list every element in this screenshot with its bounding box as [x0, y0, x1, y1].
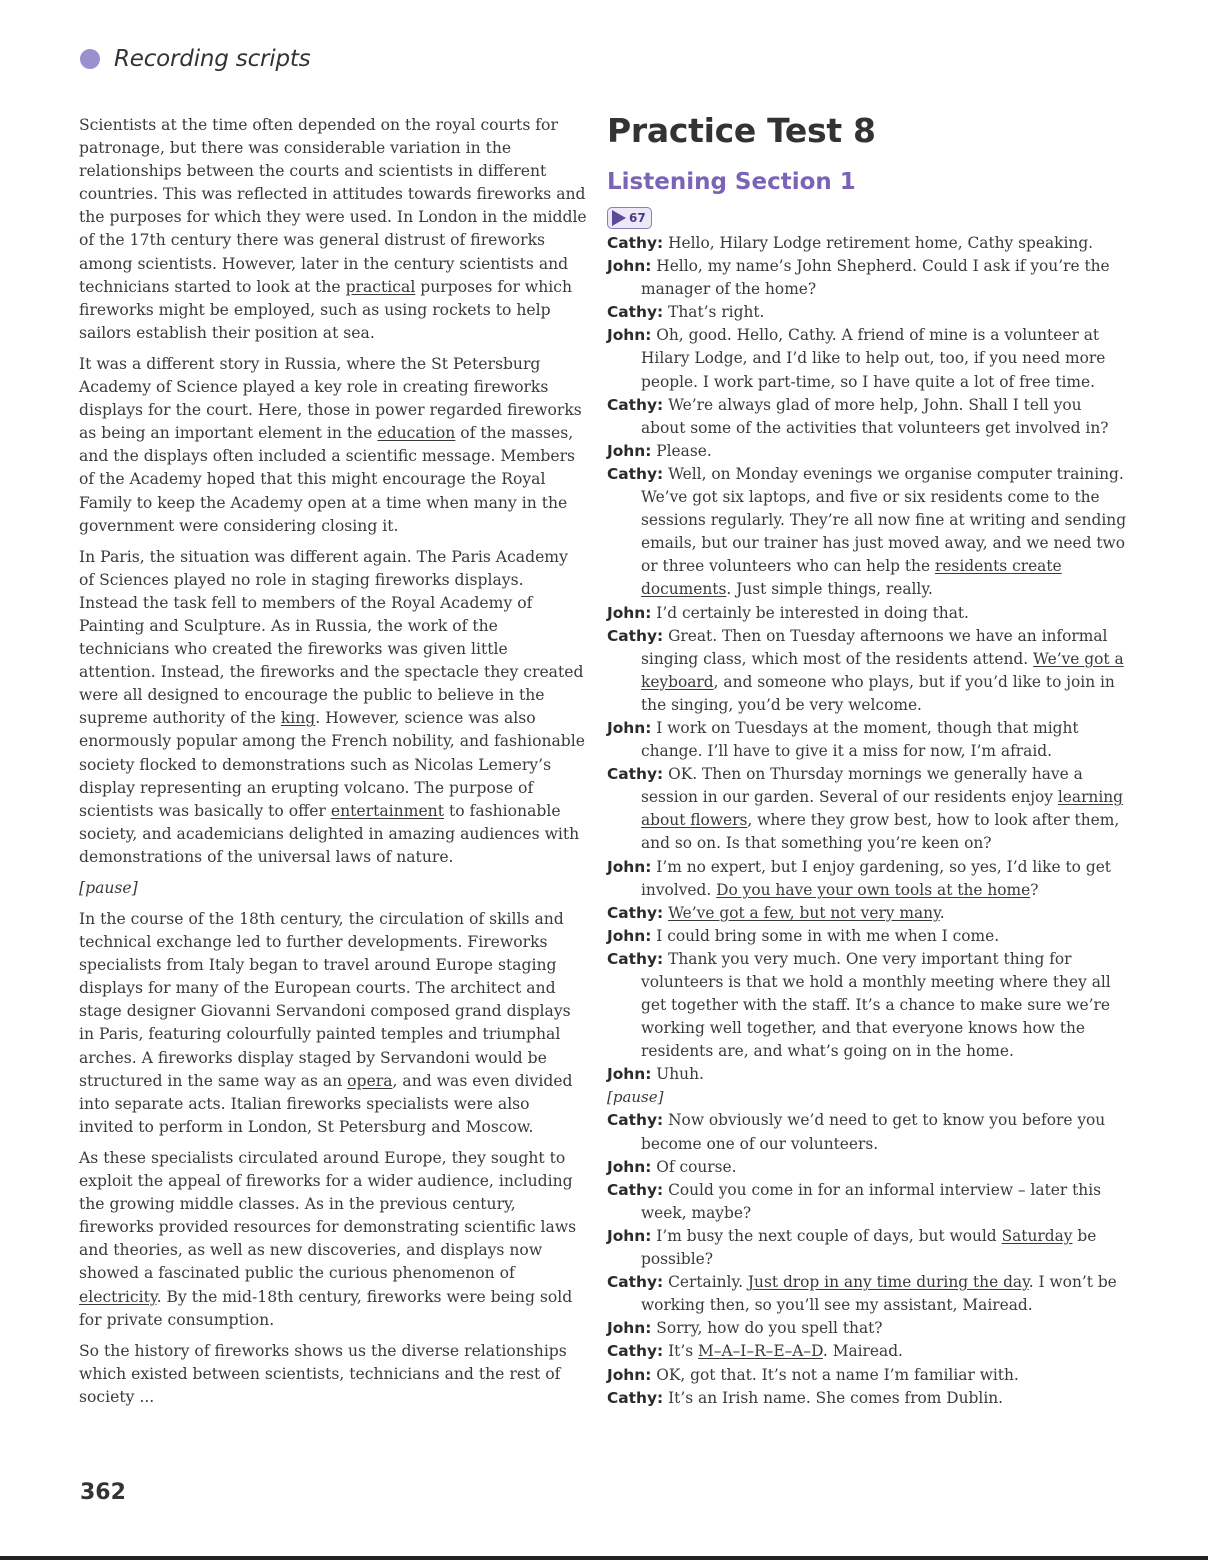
line-text: . Mairead. [822, 1342, 903, 1361]
line-text: Now obviously we’d need to get to know you before you become one of our volunteers. [641, 1111, 1106, 1153]
dialogue-line [607, 717, 1127, 763]
line-text: Uhuh. [656, 1065, 704, 1084]
dialogue-line [607, 856, 1127, 902]
speaker-name: John: [607, 1365, 652, 1384]
line-text: Sorry, how do you spell that? [656, 1319, 883, 1338]
speaker-name: Cathy: [607, 234, 664, 252]
speaker-name: Cathy: [607, 303, 664, 322]
answer-phrase: Saturday [1001, 1226, 1073, 1245]
speaker-name: Cathy: [607, 765, 664, 784]
line-text: Of course. [656, 1157, 737, 1176]
answer-phrase: learning about flowers [641, 788, 1124, 830]
speaker-name: John: [607, 1065, 652, 1084]
line-text: Certainly. [668, 1273, 748, 1292]
answer-word: king [280, 709, 316, 728]
line-text: OK, got that. It’s not a name I’m familiar with. [656, 1365, 1019, 1384]
paragraph: As these specialists circulated around Europe, they sought to exploit the appeal of fireworks for a wider audience, including the growing middle classes. As in the previous century, fireworks provided resources for demonstrating scientific laws and theories, as well as new discoveries, and displays now showed a fascinated public the curious phenomenon of electricity. By the mid-18th century, fireworks were being sold for private consumption. [79, 1148, 577, 1329]
dialogue-line [607, 1063, 1127, 1086]
line-text: ? [1030, 880, 1039, 899]
dialogue-line [607, 763, 1127, 855]
dialogue [607, 232, 1127, 1410]
line-text: , where they grow best, how to look after them, and so on. Is that something you’re keen on? [641, 811, 1120, 853]
dialogue-line [607, 463, 1127, 602]
page-number: 362 [80, 1480, 126, 1505]
dialogue-line [607, 602, 1127, 625]
speaker-name: Cathy: [607, 626, 664, 645]
line-text: It’s [668, 1342, 699, 1361]
speaker-name: John: [607, 718, 652, 737]
line-text: I could bring some in with me when I come. [656, 926, 1000, 945]
speaker-name: Cathy: [607, 1388, 664, 1407]
answer-word: electricity [79, 1287, 157, 1306]
line-text: I’m busy the next couple of days, but would [656, 1226, 1002, 1245]
line-text: be possible? [641, 1226, 1097, 1269]
speaker-name: Cathy: [607, 464, 664, 483]
speaker-name: John: [607, 441, 652, 460]
dialogue-line [607, 324, 1127, 393]
answer-phrase: Do you have your own tools at the home [716, 880, 1031, 899]
line-text: . Just simple things, really. [726, 580, 933, 599]
speaker-name: John: [607, 257, 652, 276]
speaker-name: Cathy: [607, 1273, 664, 1292]
line-text: Well, on Monday evenings we organise computer training. We’ve got six laptops, and five or six residents come to the sessions regularly. They’re all now fine at writing and sending emails, but our trainer has just moved away, and we need two or three volunteers who can help the [641, 464, 1127, 576]
line-text: Could you come in for an informal interview – later this week, maybe? [641, 1180, 1102, 1222]
bottom-border [0, 1556, 1208, 1560]
line-text: Hello, my name’s John Shepherd. Could I ask if you’re the manager of the home? [641, 257, 1110, 299]
line-text: Oh, good. Hello, Cathy. A friend of mine is a volunteer at Hilary Lodge, and I’d like to help out, too, if you need more people. I work part-time, so I have quite a lot of free time. [641, 326, 1106, 391]
line-text: Thank you very much. One very important thing for volunteers is that we hold a monthly meeting where they all get together with the staff. It’s a chance to make sure we’re working well together, and that everyone knows how the residents are, and what’s going on in the home. [641, 949, 1111, 1061]
page-header [80, 46, 310, 72]
bullet-dot-icon [80, 49, 100, 69]
line-text: I work on Tuesdays at the moment, though that might change. I’ll have to give it a miss for now, I’m afraid. [641, 718, 1079, 761]
test-title: Practice Test 8 [607, 111, 876, 150]
dialogue-line [607, 1340, 1127, 1363]
speaker-name: John: [607, 926, 652, 945]
speaker-name: Cathy: [607, 949, 664, 968]
speaker-name: John: [607, 326, 652, 345]
answer-word: entertainment [330, 801, 444, 820]
answer-word: practical [345, 277, 416, 296]
speaker-name: John: [607, 857, 652, 876]
dialogue-line [607, 625, 1127, 717]
line-text: I’d certainly be interested in doing that. [656, 603, 969, 622]
dialogue-line [607, 1225, 1127, 1271]
line-text: Please. [656, 441, 712, 460]
line-text: We’re always glad of more help, John. Shall I tell you about some of the activities that volunteers get involved in? [641, 395, 1109, 437]
track-number: 67 [629, 211, 646, 225]
line-text: I’m no expert, but I enjoy gardening, so yes, I’d like to get involved. [641, 857, 1111, 899]
dialogue-line [607, 1317, 1127, 1340]
dialogue-line [607, 1387, 1127, 1410]
speaker-name: Cathy: [607, 903, 664, 922]
answer-word: education [377, 424, 456, 443]
speaker-name: John: [607, 1157, 652, 1176]
line-text: Great. Then on Tuesday afternoons we have an informal singing class, which most of the residents attend. [641, 626, 1108, 668]
answer-phrase: M–A–I–R–E–A–D [698, 1342, 823, 1361]
answer-word: opera [347, 1071, 393, 1090]
dialogue-line [607, 232, 1127, 255]
line-text: OK. Then on Thursday mornings we generally have a session in our garden. Several of our residents enjoy [641, 765, 1083, 807]
dialogue-line [607, 902, 1127, 925]
line-text: , and someone who plays, but if you’d like to join in the singing, you’d be very welcome. [641, 672, 1115, 714]
dialogue-line [607, 1364, 1127, 1387]
dialogue-line [607, 1156, 1127, 1179]
dialogue-line [607, 255, 1127, 301]
dialogue-line [607, 948, 1127, 1063]
speaker-name: Cathy: [607, 1342, 664, 1361]
header-title: Recording scripts [114, 46, 311, 72]
left-column [79, 114, 587, 1417]
paragraph: It was a different story in Russia, where the St Petersburg Academy of Science played a key role in creating fireworks displays for the court. Here, those in power regarded fireworks as being an important element in the education of the masses, and the displays often included a scientific message. Members of the Academy hoped that this might encourage the Royal Family to keep the Academy open at a time when many in the government were considering closing it. [79, 354, 582, 535]
speaker-name: Cathy: [607, 1111, 664, 1130]
dialogue-line [607, 394, 1127, 440]
dialogue-line [607, 1109, 1127, 1155]
answer-phrase: residents create documents [641, 557, 1062, 599]
answer-phrase: Just drop in any time during the day [747, 1273, 1029, 1292]
line-text: It’s an Irish name. She comes from Dublin. [668, 1388, 1004, 1407]
pause-marker: [pause] [79, 879, 138, 897]
play-icon [612, 210, 626, 226]
dialogue-line [607, 301, 1127, 324]
section-title: Listening Section 1 [607, 169, 856, 195]
pause-marker: [pause] [607, 1088, 664, 1107]
paragraph: So the history of fireworks shows us the diverse relationships which existed between scientists, technicians and the rest of society ... [79, 1341, 567, 1406]
line-text: Hello, Hilary Lodge retirement home, Cathy speaking. [668, 234, 1094, 252]
speaker-name: Cathy: [607, 1180, 664, 1199]
speaker-name: John: [607, 1226, 652, 1245]
line-text: . I won’t be working then, so you’ll see my assistant, Mairead. [641, 1273, 1117, 1315]
answer-phrase: We’ve got a few, but not very many [668, 903, 940, 922]
dialogue-line [607, 440, 1127, 463]
answer-phrase: We’ve got a keyboard [641, 649, 1124, 691]
dialogue-line [607, 925, 1127, 948]
line-text: That’s right. [668, 303, 765, 322]
speaker-name: John: [607, 603, 652, 622]
dialogue-line [607, 1179, 1127, 1225]
right-column [607, 108, 1127, 1410]
audio-track-badge[interactable] [607, 207, 652, 229]
paragraph: In the course of the 18th century, the circulation of skills and technical exchange led to further developments. Fireworks specialists from Italy began to travel around Europe staging displays for many of the European courts. The architect and stage designer Giovanni Servandoni composed grand displays in Paris, featuring colourfully painted temples and triumphal arches. A fireworks display staged by Servandoni would be structured in the same way as an opera, and was even divided into separate acts. Italian fireworks specialists were also invited to perform in London, St Petersburg and Moscow. [79, 910, 573, 1136]
speaker-name: Cathy: [607, 395, 664, 414]
paragraph: In Paris, the situation was different again. The Paris Academy of Sciences played no role in staging fireworks displays. Instead the task fell to members of the Royal Academy of Painting and Sculpture. As in Russia, the work of the technicians who created the fireworks was given little attention. Instead, the fireworks and the spectacle they created were all designed to encourage the public to believe in the supreme authority of the king. However, science was also enormously popular among the French nobility, and fashionable society flocked to demonstrations such as Nicolas Lemery’s display representing an erupting volcano. The purpose of scientists was basically to offer entertainment to fashionable society, and academicians delighted in amazing audiences with demonstrations of the universal laws of nature. [79, 547, 586, 866]
paragraph: Scientists at the time often depended on the royal courts for patronage, but there was considerable variation in the relationships between the courts and scientists in different countries. This was reflected in attitudes towards fireworks and the purposes for which they were used. In London in the middle of the 17th century there was general distrust of fireworks among scientists. However, later in the century scientists and technicians started to look at the practical purposes for which fireworks might be employed, such as using rockets to help sailors establish their position at sea. [79, 116, 587, 342]
line-text: . [939, 903, 945, 922]
dialogue-line [607, 1271, 1127, 1317]
speaker-name: John: [607, 1319, 652, 1338]
